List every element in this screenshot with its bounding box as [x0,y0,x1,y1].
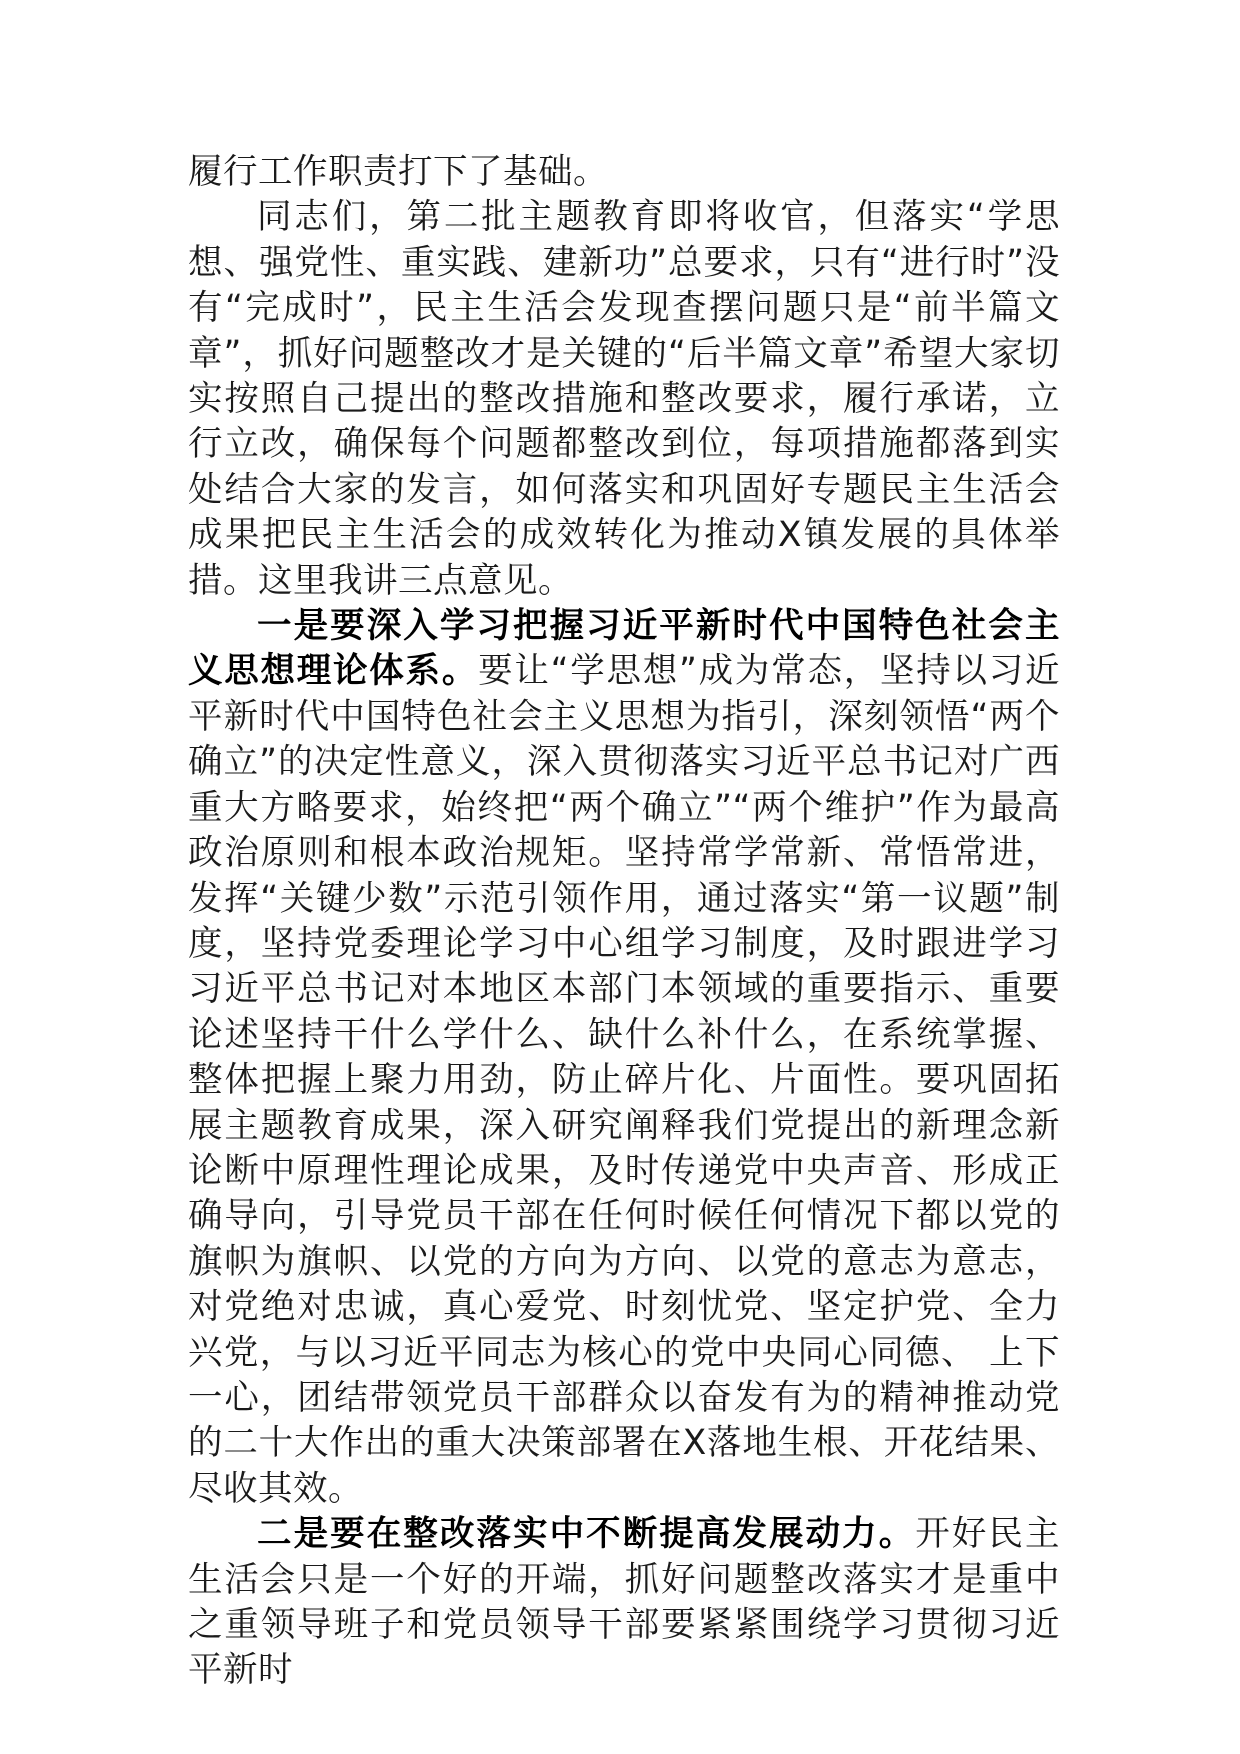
paragraph-4-heading: 二是要在整改落实中不断提高发展动力。 [257,1514,916,1555]
paragraph-3-heading: 一是要深入学习把握习近平新时代中国特色社会主义思想理论体系。 [188,606,1060,692]
paragraph-1-text: 履行工作职责打下了基础。 [188,152,608,192]
paragraph-4 [188,1512,1060,1694]
paragraph-3 [188,604,1060,1512]
document-page [188,150,1060,1694]
paragraph-4-text: 开好民主生活会只是一个好的开端，抓好问题整改落实才是重中之重领导班子和党员领导干部要紧紧围绕学习贯彻习近平新时 [188,1514,1061,1691]
paragraph-3-text: 要让“学思想”成为常态，坚持以习近平新时代中国特色社会主义思想为指引，深刻领悟“两个确立”的决定性意义，深入贯彻落实习近平总书记对广西重大方略要求，始终把“两个确立”“两个维护”作为最高政治原则和根本政治规矩。坚持常学常新、常悟常进，发挥“关键少数”示范引领作用，通过落实“第一议题”制度，坚持党委理论学习中心组学习制度，及时跟进学习习近平总书记对本地区本部门本领域的重要指示、重要论述坚持干什么学什么、缺什么补什么，在系统掌握、整体把握上聚力用劲，防止碎片化、片面性。要巩固拓展主题教育成果，深入研究阐释我们党提出的新理念新论断中原理性理论成果，及时传递党中央声音、形成正确导向，引导党员干部在任何时候任何情况下都以党的旗帜为旗帜、以党的方向为方向、以党的意志为意志，对党绝对忠诚，真心爱党、时刻忧党、坚定护党、全力兴党，与以习近平同志为核心的党中央同心同德、 上下一心，团结带领党员干部群众以奋发有为的精神推动党的二十大作出的重大决策部署在X落地生根、开花结果、尽收其效。 [188,651,1061,1509]
paragraph-2 [188,195,1060,604]
paragraph-2-text: 同志们，第二批主题教育即将收官，但落实“学思想、强党性、重实践、建新功”总要求，只有“进行时”没有“完成时”，民主生活会发现查摆问题只是“前半篇文章”，抓好问题整改才是关键的“后半篇文章”希望大家切实按照自己提出的整改措施和整改要求，履行承诺，立行立改，确保每个问题都整改到位，每项措施都落到实处结合大家的发言，如何落实和巩固好专题民主生活会成果把民主生活会的成效转化为推动X镇发展的具体举措。这里我讲三点意见。 [188,197,1060,601]
paragraph-1 [188,150,1060,195]
